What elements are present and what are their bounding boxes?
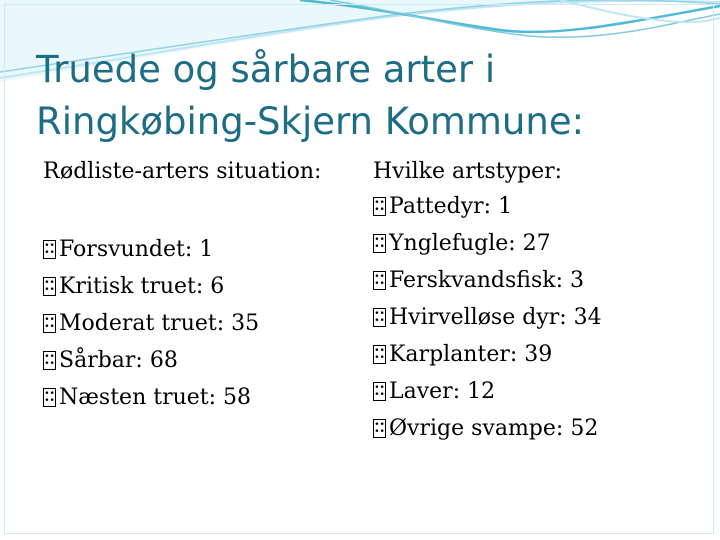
list-item	[43, 231, 343, 268]
left-heading: Rødliste-arters situation:	[43, 159, 322, 184]
missing-glyph-icon	[43, 277, 56, 296]
list-item	[373, 410, 703, 447]
list-item	[373, 262, 703, 299]
missing-glyph-icon	[43, 314, 56, 333]
right-column	[373, 155, 703, 447]
list-item-text: Hvirvelløse dyr: 34	[389, 305, 602, 330]
left-column	[43, 155, 343, 416]
missing-glyph-icon	[373, 419, 386, 438]
missing-glyph-icon	[373, 308, 386, 327]
list-item-text: Øvrige svampe: 52	[389, 416, 599, 441]
missing-glyph-icon	[373, 382, 386, 401]
list-item	[373, 225, 703, 262]
list-item	[373, 373, 703, 410]
list-item-text: Pattedyr: 1	[389, 194, 513, 219]
list-item-text: Ferskvandsfisk: 3	[389, 268, 585, 293]
slide-title: Truede og sårbare arter i Ringkøbing-Skjern Kommune:	[36, 48, 585, 143]
list-item	[373, 299, 703, 336]
list-item-text: Sårbar: 68	[59, 348, 178, 373]
list-item	[43, 342, 343, 379]
list-item-text: Karplanter: 39	[389, 342, 553, 367]
missing-glyph-icon	[43, 240, 56, 259]
missing-glyph-icon	[43, 388, 56, 407]
list-item-text: Kritisk truet: 6	[59, 274, 225, 299]
missing-glyph-icon	[373, 197, 386, 216]
list-item	[43, 379, 343, 416]
list-item-text: Forsvundet: 1	[59, 237, 214, 262]
list-item-text: Ynglefugle: 27	[389, 231, 551, 256]
missing-glyph-icon	[373, 271, 386, 290]
list-item-text: Laver: 12	[389, 379, 496, 404]
missing-glyph-icon	[373, 345, 386, 364]
list-item	[373, 188, 703, 225]
list-item-text: Næsten truet: 58	[59, 385, 252, 410]
list-item	[373, 336, 703, 373]
missing-glyph-icon	[43, 351, 56, 370]
right-heading: Hvilke artstyper:	[373, 159, 563, 184]
list-item	[43, 268, 343, 305]
list-item-text: Moderat truet: 35	[59, 311, 260, 336]
list-item	[43, 305, 343, 342]
missing-glyph-icon	[373, 234, 386, 253]
